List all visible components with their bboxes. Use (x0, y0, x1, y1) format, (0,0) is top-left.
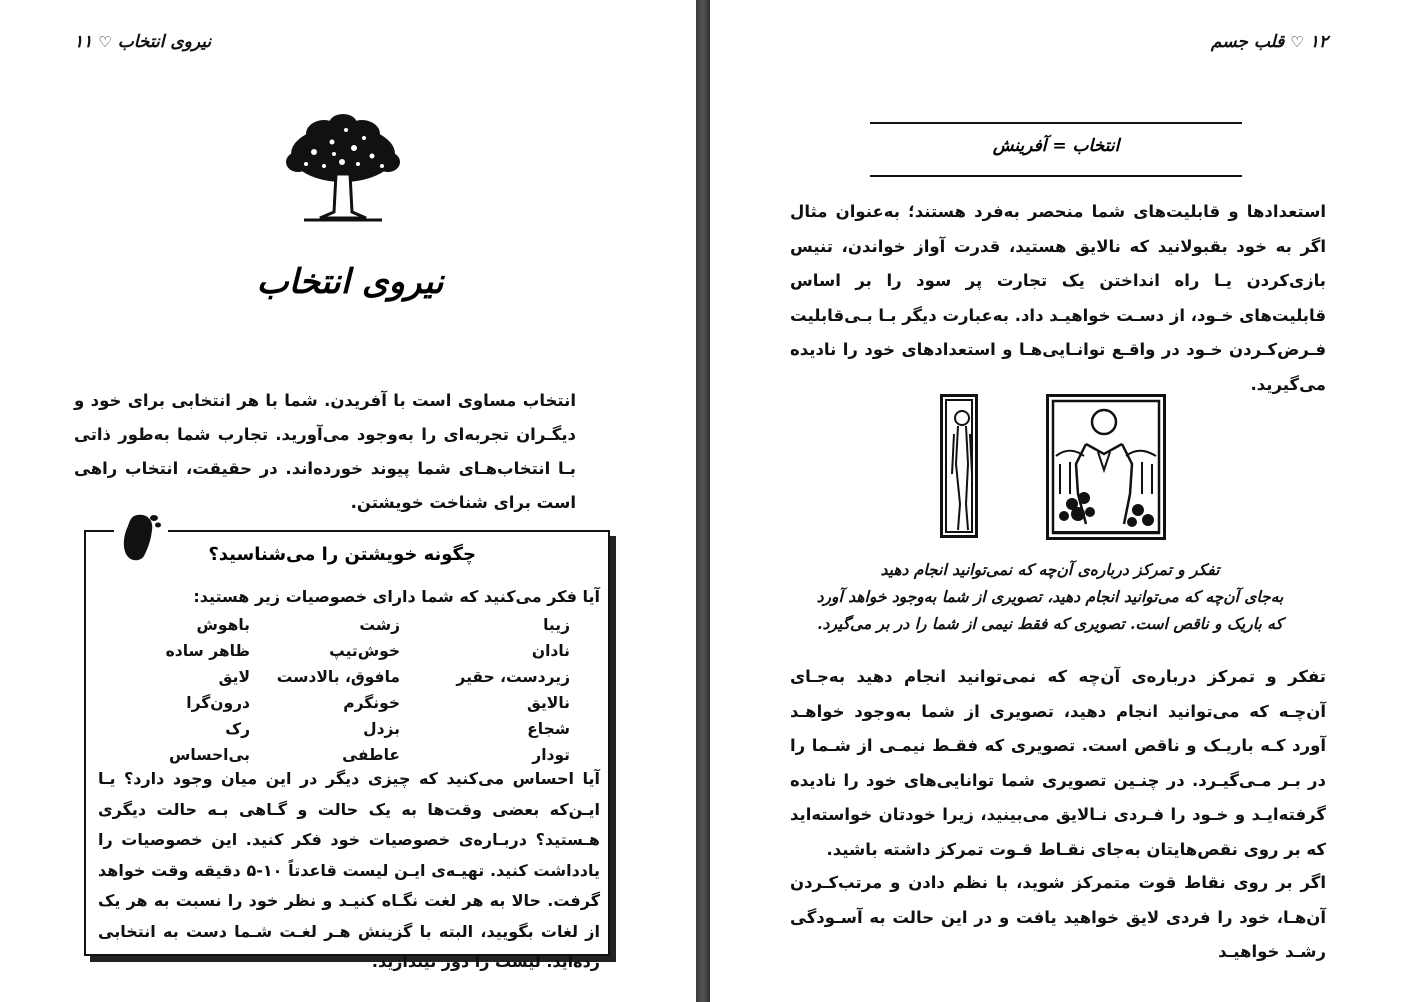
heart-icon: ♡ (98, 33, 112, 51)
heart-icon: ♡ (1290, 33, 1304, 51)
traits-list (100, 612, 570, 768)
trait: لایق (218, 668, 250, 686)
narrow-figure-illustration (940, 394, 978, 538)
trait: خوش‌تیپ (329, 642, 400, 660)
trait-row (100, 690, 570, 716)
section-rule-bottom (870, 175, 1242, 177)
right-paragraph-2: تفکر و تمرکز درباره‌ی آن‌چه که نمی‌توانید انجام دهید به‌جـای آن‌چـه که می‌توانید انجام دهید، تصویری از شما به‌وجود خواهـد آورد کـه باریـک و ناقص است. تصویری که فقـط نیمـی از شـما را در بـر مـی‌گیـرد. در چنـین تصویری شما توانایی‌های خود را نادیده گرفته‌ایـد و خـود را فـردی نـالایق می‌بینید، زیرا خودتان خواسته‌اید که بر روی نقص‌هایتان به‌جای نقـاط قـوت تمرکز داشته باشید. (790, 667, 1326, 859)
left-page-header (74, 32, 211, 52)
box-question: آیا فکر می‌کنید که شما دارای خصوصیات زیر هستید: (193, 587, 600, 606)
trait-row (100, 612, 570, 638)
right-paragraph-1: استعدادها و قابلیت‌های شما منحصر به‌فرد هستند؛ به‌عنوان مثال اگر به خود بقبولانید که نالایق هستید، قدرت آواز خواندن، تنیس بازی‌کردن یـا راه انداختن یک تجارت پر سود را بر اساس قابلیت‌های خـود، از دسـت خواهیـد داد. به‌عبارت دیگر بـا بـی‌قابلیت فـرض‌کـردن خـود در واقـع توانـایی‌هـا و استعدادهای خود را نادیده می‌گیرید. (790, 202, 1326, 394)
trait: زیردست، حقیر (456, 668, 570, 686)
section-rule-top (870, 122, 1242, 124)
illustration-caption (790, 556, 1310, 637)
right-page-header (1211, 32, 1328, 52)
right-header-title: قلب جسم (1210, 32, 1285, 52)
trait: نالایق (527, 694, 570, 712)
trait: ظاهر ساده (165, 642, 250, 660)
box-body-text: آیا احساس می‌کنید که چیزی دیگر در این میان وجود دارد؟ یـا ایـن‌که بعضی وقت‌ها به یک حالت و گـاهی بـه حالت دیگری هـستید؟ دربـاره‌ی خصوصیات خود فکر کنید. این خصوصیات را یادداشت کنید. تهیـه‌ی ایـن لیست قاعدتاً ۱۰-۵ دقیقه وقت خواهد گرفت. حالا به هر لغت نگـاه کنیـد و نظر خود را نسبت به هر یک از لغات بگویید، البته با گزینش هـر لغـت شـما دست به انتخابی زده‌اید. لیست را دور نیندازید. (98, 769, 601, 971)
caption-line: تفکر و تمرکز درباره‌ی آن‌چه که نمی‌توانید انجام دهید (880, 560, 1220, 579)
section-title: انتخاب = آفرینش (992, 136, 1120, 156)
trait: زیبا (543, 616, 570, 634)
trait-row (100, 664, 570, 690)
caption-line: به‌جای آن‌چه که می‌توانید انجام دهید، تصویری از شما به‌وجود خواهد آورد (816, 587, 1284, 606)
intro-paragraph: انتخاب مساوی است با آفریدن. شما با هر انتخابی برای خود و دیگـران تجربه‌ای را به‌وجود می‌آورید. تجارب شما به‌طور ذاتی بـا انتخاب‌هـای شما پیوند خورده‌اند. در حقیقت، انتخاب راهی است برای شناخت خویشتن. (74, 391, 576, 512)
left-header-title: نیروی انتخاب (117, 32, 212, 52)
trait: عاطفی (342, 746, 400, 764)
trait: مافوق، بالادست (276, 668, 400, 686)
trait: رک (225, 720, 250, 738)
right-paragraph-3: اگر بر روی نقاط قوت متمرکز شوید، با نظم دادن و مرتب‌کـردن آن‌هـا، خود را فردی لایق خواهید یافت و در این حالت به آسـودگی رشـد خواهیـد (790, 873, 1326, 961)
trait: زشت (359, 616, 400, 634)
trait: بی‌احساس (169, 746, 250, 764)
trait: شجاع (527, 720, 570, 738)
trait-row (100, 638, 570, 664)
left-page-number: ۱۱ (74, 32, 93, 52)
trait: خونگرم (343, 694, 400, 712)
trait: نادان (531, 642, 570, 660)
right-page-number: ۱۲ (1309, 32, 1328, 52)
box-title: چگونه خویشتن را می‌شناسید؟ (208, 544, 476, 565)
tree-icon (284, 112, 402, 228)
book-gutter (696, 0, 710, 1002)
trait: بزدل (363, 720, 400, 738)
trait: درون‌گرا (186, 694, 250, 712)
trait-row (100, 716, 570, 742)
chapter-title: نیروی انتخاب (256, 262, 444, 302)
person-illustration (1046, 394, 1166, 540)
trait: تودار (532, 746, 570, 764)
caption-line: که باریک و ناقص است. تصویری که فقط نیمی از شما را در بر می‌گیرد. (817, 614, 1283, 633)
trait: باهوش (196, 616, 250, 634)
